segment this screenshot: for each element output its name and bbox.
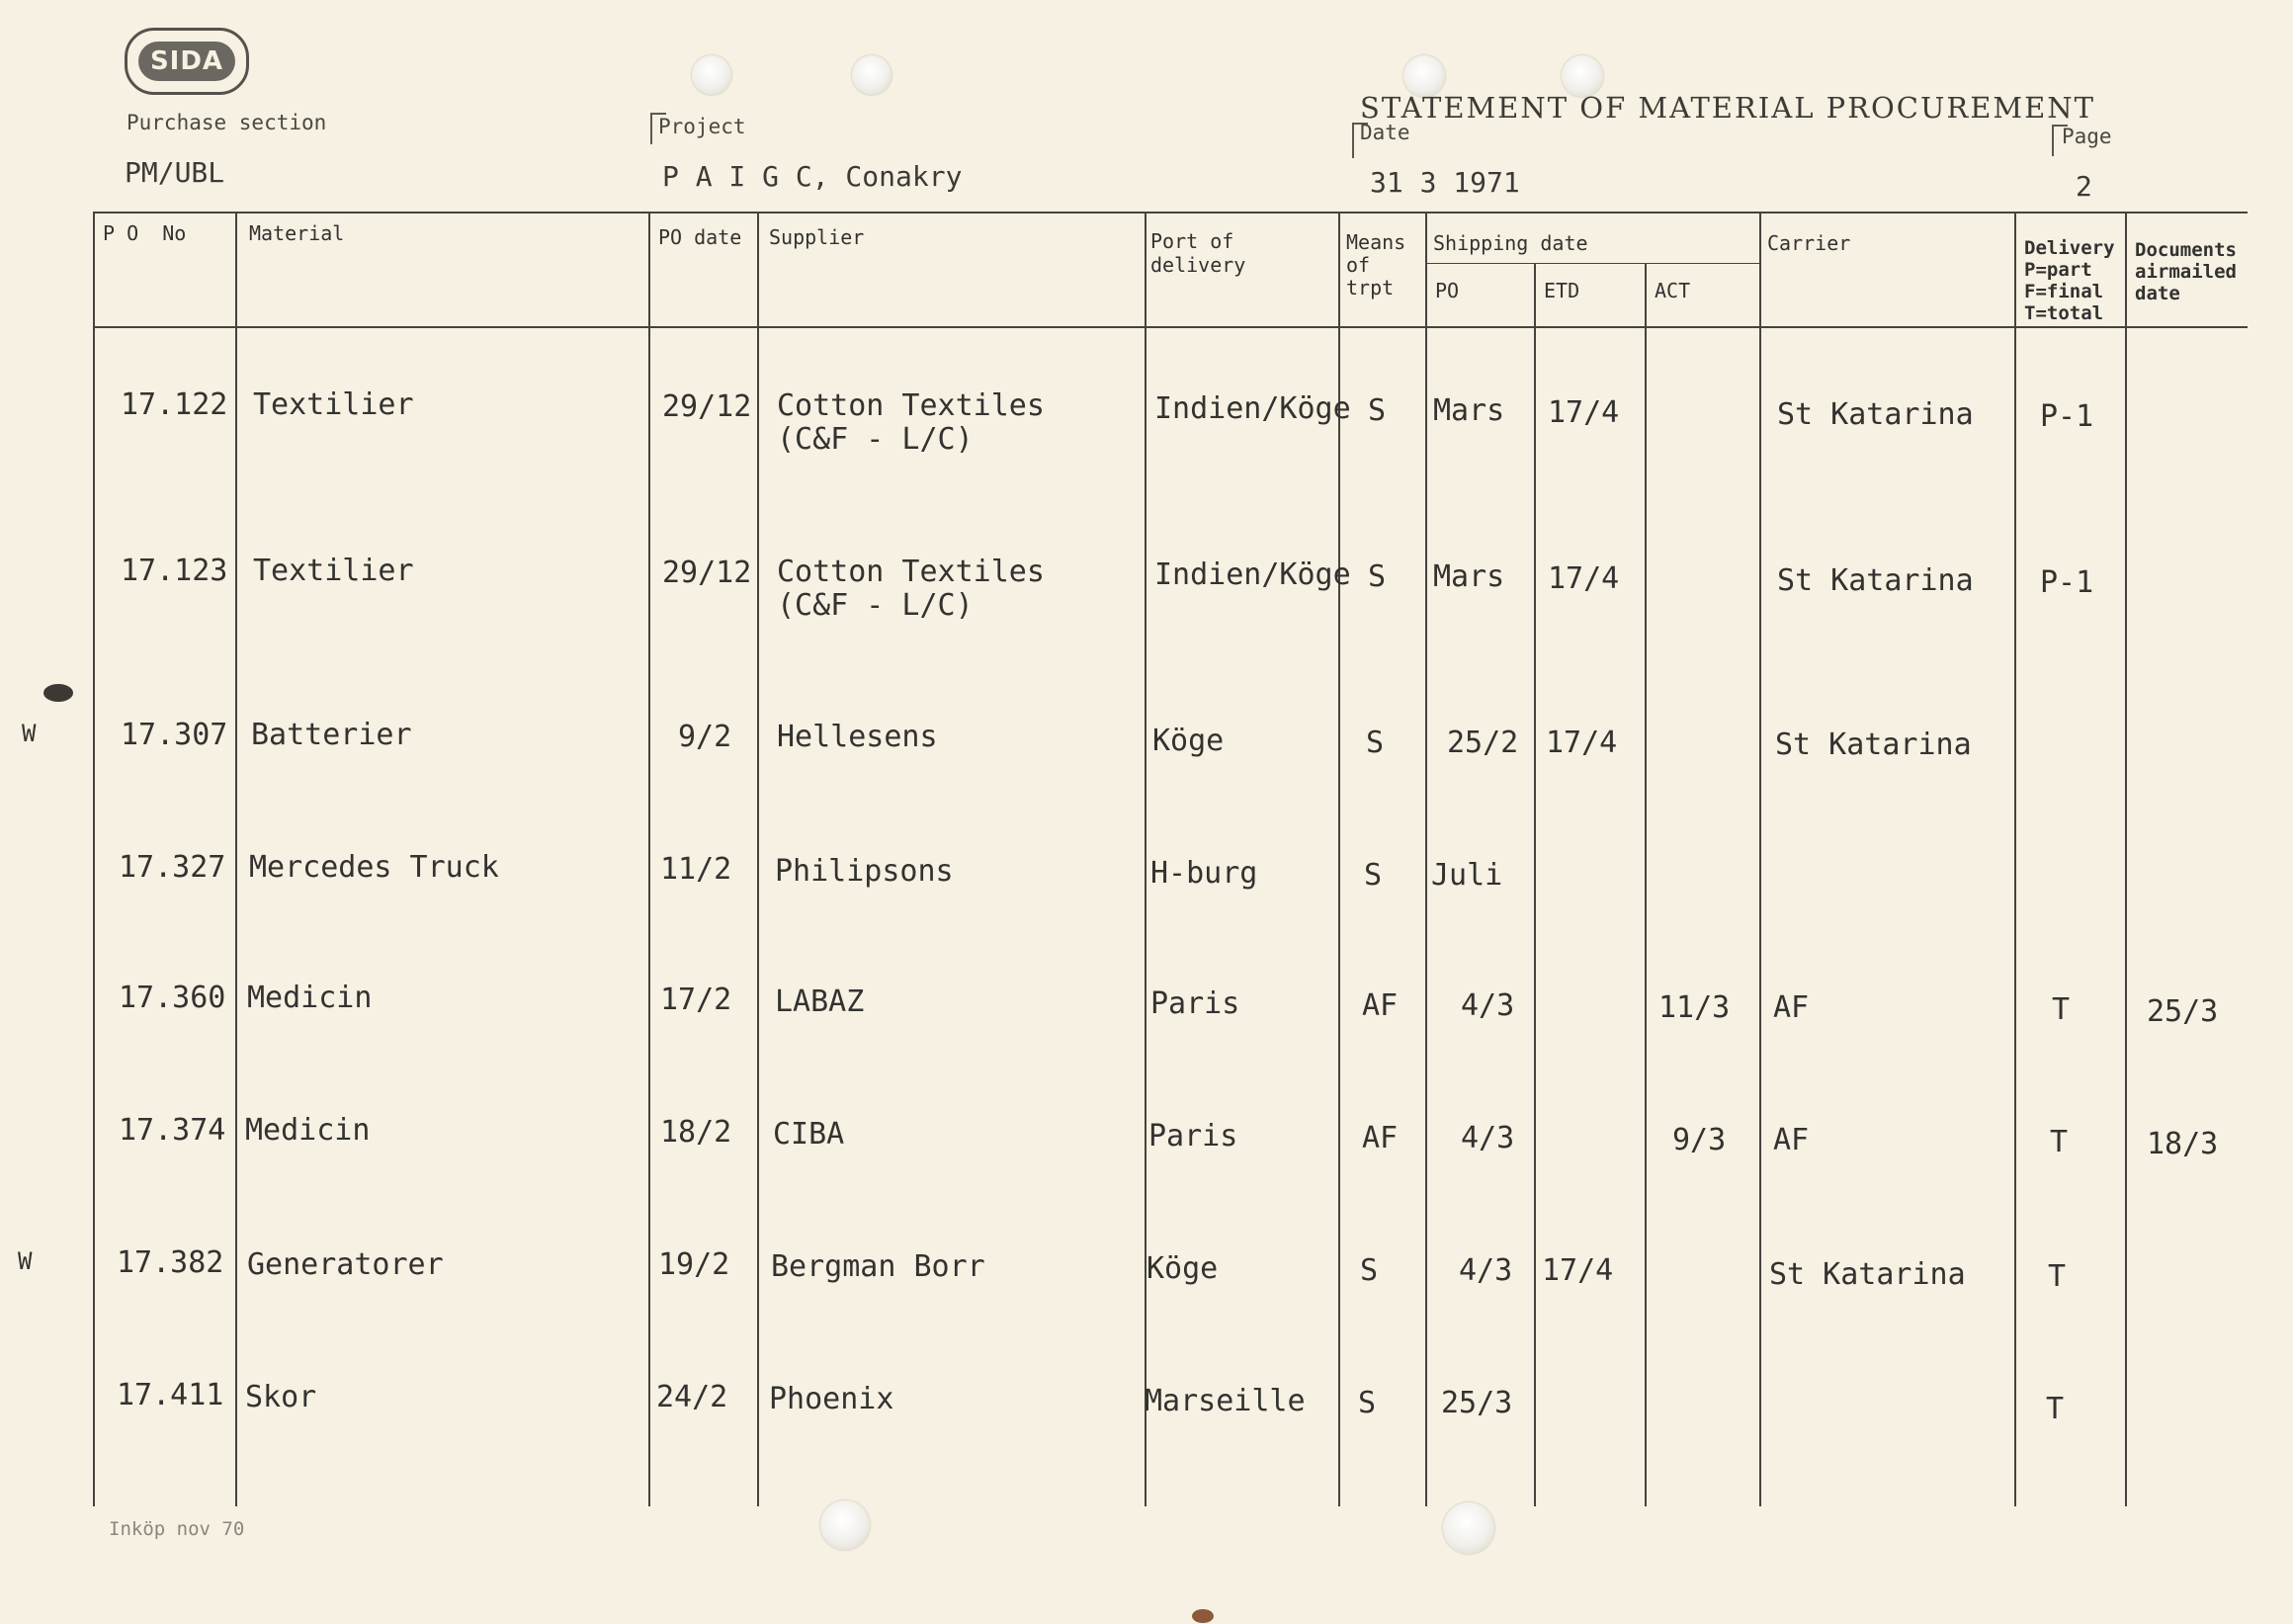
cell-carrier: St Katarina xyxy=(1769,1257,1966,1292)
cell-docs: 18/3 xyxy=(2147,1127,2219,1161)
cell-docs: 25/3 xyxy=(2147,994,2219,1029)
col-header-supplier: Supplier xyxy=(769,225,865,249)
shipping-subheader-border xyxy=(1425,263,1759,264)
cell-port: Paris xyxy=(1148,1119,1238,1154)
col-border xyxy=(757,212,759,1506)
col-header-ship-po: PO xyxy=(1435,279,1460,302)
col-header-documents: Documents airmailed date xyxy=(2135,239,2237,304)
cell-means: S xyxy=(1360,1253,1379,1288)
cell-material: Textilier xyxy=(253,554,414,588)
cell-carrier: St Katarina xyxy=(1777,397,1974,432)
col-header-po-no: P O No xyxy=(103,221,187,245)
cell-supplier: Cotton Textiles (C&F - L/C) xyxy=(777,388,1045,457)
cell-po-no: 17.374 xyxy=(119,1113,226,1148)
cell-carrier: AF xyxy=(1773,990,1810,1025)
cell-means: AF xyxy=(1362,1121,1399,1155)
purchase-section-label: Purchase section xyxy=(127,111,327,134)
cell-delivery: T xyxy=(2046,1392,2065,1426)
cell-port: Köge xyxy=(1152,724,1225,758)
cell-supplier: CIBA xyxy=(773,1117,845,1152)
col-header-material: Material xyxy=(249,221,345,245)
cell-material: Generatorer xyxy=(247,1247,444,1282)
cell-supplier: Bergman Borr xyxy=(771,1249,985,1284)
col-border xyxy=(1145,212,1146,1506)
cell-carrier: AF xyxy=(1773,1123,1810,1157)
cell-means: S xyxy=(1366,726,1385,760)
cell-po-date: 9/2 xyxy=(678,720,732,754)
col-border xyxy=(2014,212,2016,1506)
cell-carrier: St Katarina xyxy=(1775,727,1972,762)
cell-ship-po: 4/3 xyxy=(1461,988,1515,1023)
ink-stain xyxy=(1192,1609,1214,1623)
cell-port: Paris xyxy=(1150,986,1240,1021)
cell-means: AF xyxy=(1362,988,1399,1023)
col-header-means: Means of trpt xyxy=(1346,230,1406,299)
cell-means: S xyxy=(1368,393,1387,428)
cell-supplier: LABAZ xyxy=(775,984,865,1019)
cell-po-date: 29/12 xyxy=(662,389,752,424)
col-header-port: Port of delivery xyxy=(1150,229,1246,277)
cell-po-date: 29/12 xyxy=(662,556,752,590)
cell-po-no: 17.411 xyxy=(117,1378,224,1412)
col-border xyxy=(1759,212,1761,1506)
sida-logo-text: SIDA xyxy=(138,42,235,81)
cell-delivery: T xyxy=(2050,1125,2069,1159)
cell-ship-po: 4/3 xyxy=(1459,1253,1513,1288)
col-header-ship-act: ACT xyxy=(1655,279,1691,302)
col-border xyxy=(648,212,650,1506)
cell-supplier: Philipsons xyxy=(775,854,954,889)
cell-po-date: 11/2 xyxy=(660,852,732,887)
cell-ship-po: Juli xyxy=(1431,858,1503,893)
row-mark: W xyxy=(22,720,37,747)
cell-means: S xyxy=(1368,559,1387,594)
cell-material: Textilier xyxy=(253,387,414,422)
cell-port: Indien/Köge xyxy=(1154,557,1351,592)
cell-means: S xyxy=(1364,858,1383,893)
cell-etd: 17/4 xyxy=(1542,1253,1614,1288)
page-value: 2 xyxy=(2076,170,2092,203)
project-value: P A I G C, Conakry xyxy=(662,160,963,193)
cell-means: S xyxy=(1358,1386,1377,1420)
cell-port: Indien/Köge xyxy=(1154,391,1351,426)
cell-port: Marseille xyxy=(1145,1384,1306,1418)
col-header-ship-etd: ETD xyxy=(1544,279,1580,302)
row-mark: W xyxy=(18,1247,33,1275)
cell-po-no: 17.360 xyxy=(119,981,226,1015)
cell-po-no: 17.327 xyxy=(119,850,226,885)
col-border xyxy=(235,212,237,1506)
cell-ship-po: Mars xyxy=(1433,393,1505,428)
cell-ship-po: 25/3 xyxy=(1441,1386,1513,1420)
cell-material: Mercedes Truck xyxy=(249,850,499,885)
cell-supplier: Cotton Textiles (C&F - L/C) xyxy=(777,555,1045,623)
date-value: 31 3 1971 xyxy=(1370,166,1520,199)
col-border xyxy=(1645,263,1647,1506)
cell-etd: 17/4 xyxy=(1548,561,1620,596)
date-label: Date xyxy=(1360,121,1410,144)
cell-material: Medicin xyxy=(247,981,373,1015)
cell-act: 11/3 xyxy=(1658,990,1731,1025)
col-header-shipping: Shipping date xyxy=(1433,231,1588,255)
document-title: STATEMENT OF MATERIAL PROCUREMENT xyxy=(1360,91,2096,125)
cell-supplier: Hellesens xyxy=(777,720,938,754)
col-border xyxy=(2125,212,2127,1506)
page-label: Page xyxy=(2062,125,2112,148)
cell-delivery: T xyxy=(2052,992,2071,1027)
cell-po-no: 17.382 xyxy=(117,1245,224,1280)
cell-act: 9/3 xyxy=(1672,1123,1727,1157)
cell-supplier: Phoenix xyxy=(769,1382,894,1416)
cell-delivery: P-1 xyxy=(2040,565,2094,600)
col-border xyxy=(93,212,95,1506)
table-top-border xyxy=(93,212,2248,214)
ink-stain xyxy=(43,684,73,702)
col-header-po-date: PO date xyxy=(658,225,742,249)
col-border xyxy=(1425,212,1427,1506)
cell-po-no: 17.307 xyxy=(121,718,228,752)
cell-carrier: St Katarina xyxy=(1777,563,1974,598)
header-bottom-border xyxy=(93,326,2248,328)
cell-material: Skor xyxy=(245,1380,317,1414)
cell-po-date: 19/2 xyxy=(658,1247,730,1282)
cell-delivery: T xyxy=(2048,1259,2067,1294)
cell-po-date: 24/2 xyxy=(656,1380,728,1414)
form-code: Inköp nov 70 xyxy=(109,1518,245,1540)
col-header-delivery: Delivery P=part F=final T=total xyxy=(2024,237,2115,324)
cell-material: Medicin xyxy=(245,1113,371,1148)
cell-po-date: 17/2 xyxy=(660,983,732,1017)
cell-po-date: 18/2 xyxy=(660,1115,732,1150)
purchase-section-value: PM/UBL xyxy=(125,156,225,189)
cell-etd: 17/4 xyxy=(1546,726,1618,760)
col-header-carrier: Carrier xyxy=(1767,231,1851,255)
cell-ship-po: Mars xyxy=(1433,559,1505,594)
cell-ship-po: 25/2 xyxy=(1447,726,1519,760)
cell-po-no: 17.123 xyxy=(121,554,228,588)
col-border xyxy=(1534,263,1536,1506)
cell-delivery: P-1 xyxy=(2040,399,2094,434)
cell-etd: 17/4 xyxy=(1548,395,1620,430)
cell-po-no: 17.122 xyxy=(121,387,228,422)
cell-ship-po: 4/3 xyxy=(1461,1121,1515,1155)
cell-port: H-burg xyxy=(1150,856,1258,891)
cell-port: Köge xyxy=(1146,1251,1219,1286)
project-label: Project xyxy=(658,115,746,138)
cell-material: Batterier xyxy=(251,718,412,752)
